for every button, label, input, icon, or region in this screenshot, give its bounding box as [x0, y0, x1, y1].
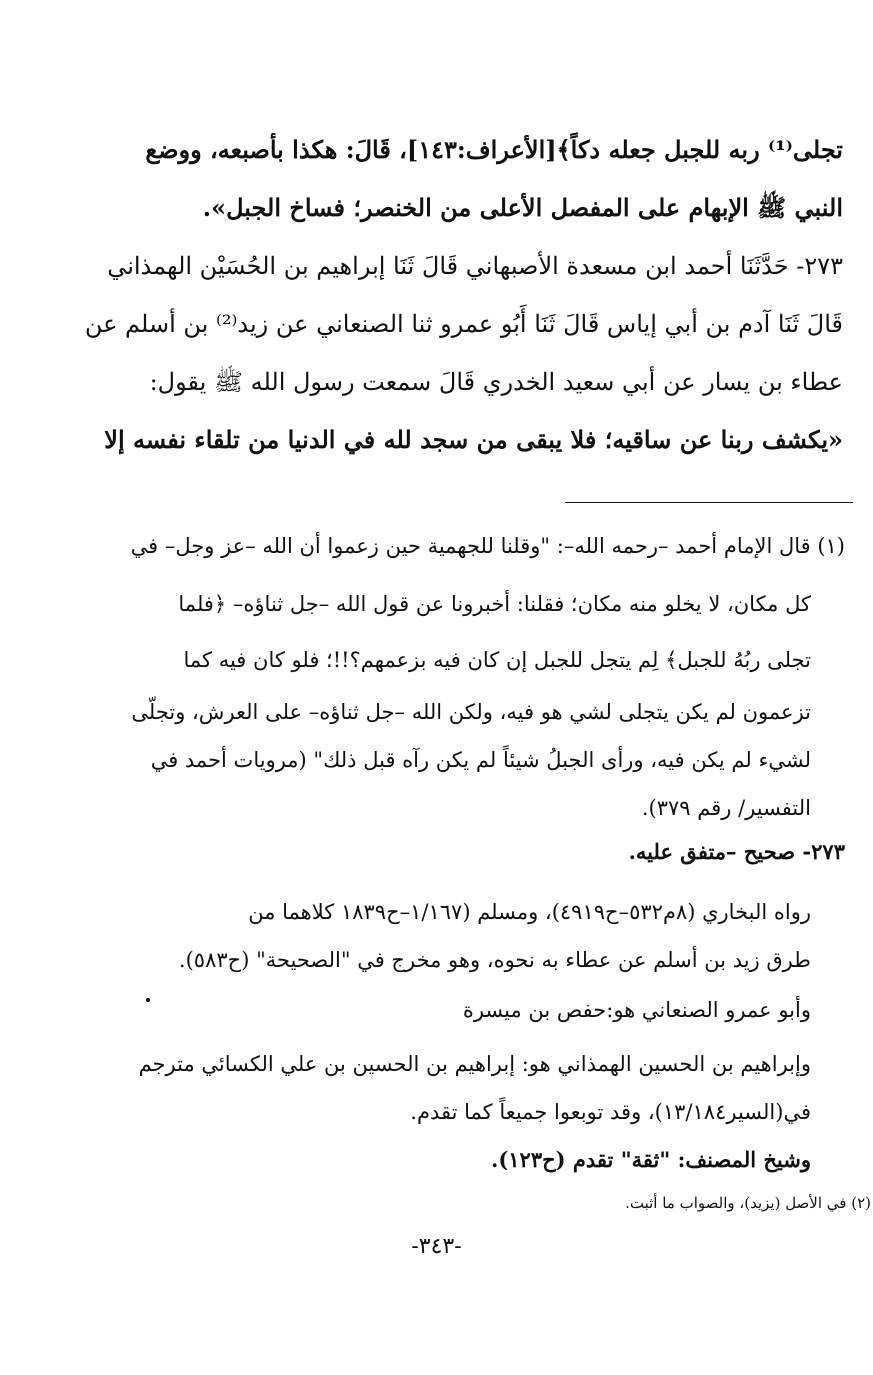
scan-speck	[146, 998, 150, 1002]
footnote-1-line-6: التفسير/ رقم ٣٧٩).	[641, 796, 811, 820]
footnote-separator	[565, 502, 853, 503]
hadith-273-line-1: ٢٧٣- حَدَّثَنَا أحمد ابن مسعدة الأصبهاني قَالَ ثَنَا إبراهيم بن الحُسَيْن الهمذاني	[107, 252, 843, 280]
takhrij-line-4: وإبراهيم بن الحسين الهمذاني هو: إبراهيم بن الحسين بن علي الكسائي مترجم	[138, 1052, 811, 1076]
main-text-line-1: تجلى⁽¹⁾ ربه للجبل جعله دكاً﴾[الأعراف:١٤٣]، قَالَ: هكذا بأصبعه، ووضع	[145, 135, 843, 164]
footnote-1-line-3: تجلى ربُهُ للجبل﴾ لِم يتجل للجبل إن كان فيه بزعمهم؟!!؛ فلو كان فيه كما	[183, 648, 811, 672]
takhrij-line-2: طرق زيد بن أسلم عن عطاء به نحوه، وهو مخرج في "الصحيحة" (ح٥٨٣).	[178, 948, 811, 972]
footnote-2: (٢) في الأصل (يزيد)، والصواب ما أثبت.	[625, 1194, 871, 1212]
hadith-273-line-4: «يكشف ربنا عن ساقيه؛ فلا يبقى من سجد لله في الدنيا من تلقاء نفسه إلا	[104, 425, 843, 454]
page-number: -٣٤٣-	[411, 1234, 462, 1259]
takhrij-line-3: وأبو عمرو الصنعاني هو:حفص بن ميسرة	[462, 998, 811, 1022]
footnote-1-line-5: لشيء لم يكن فيه، ورأى الجبلُ شيئاً لم يكن رآه قبل ذلك" (مرويات أحمد في	[150, 748, 811, 772]
takhrij-line-6: وشيخ المصنف: "ثقة" تقدم (ح١٢٣).	[491, 1147, 811, 1172]
hadith-273-line-2: قَالَ ثَنَا آدم بن أبي إياس قَالَ ثَنَا أَبُو عمرو ثنا الصنعاني عن زيد⁽²⁾ بن أسلم عن	[84, 310, 843, 338]
takhrij-273-heading: ٢٧٣- صحيح –متفق عليه.	[628, 839, 845, 864]
main-text-line-2: النبي ﷺ الإبهام على المفصل الأعلى من الخنصر؛ فساخ الجبل».	[202, 193, 843, 222]
footnote-1-line-2: كل مكان، لا يخلو منه مكان؛ فقلنا: أخبرونا عن قول الله –جل ثناؤه– ﴿فلما	[178, 592, 811, 616]
hadith-273-line-3: عطاء بن يسار عن أبي سعيد الخدري قَالَ سمعت رسول الله ﷺ يقول:	[149, 368, 843, 396]
takhrij-line-5: في(السير١٣/١٨٤)، وقد توبعوا جميعاً كما تقدم.	[410, 1100, 811, 1124]
footnote-1-line-4: تزعمون لم يكن يتجلى لشي هو فيه، ولكن الله –جل ثناؤه– على العرش، وتجلّى	[131, 700, 811, 724]
takhrij-line-1: رواه البخاري (٨م٥٣٢–ح٤٩١٩)، ومسلم (١/١٦٧–ح١٨٣٩ كلاهما من	[248, 900, 811, 924]
footnote-1-line-1: (١) قال الإمام أحمد –رحمه الله–: "وقلنا للجهمية حين زعموا أن الله –عز وجل– في	[130, 534, 845, 558]
